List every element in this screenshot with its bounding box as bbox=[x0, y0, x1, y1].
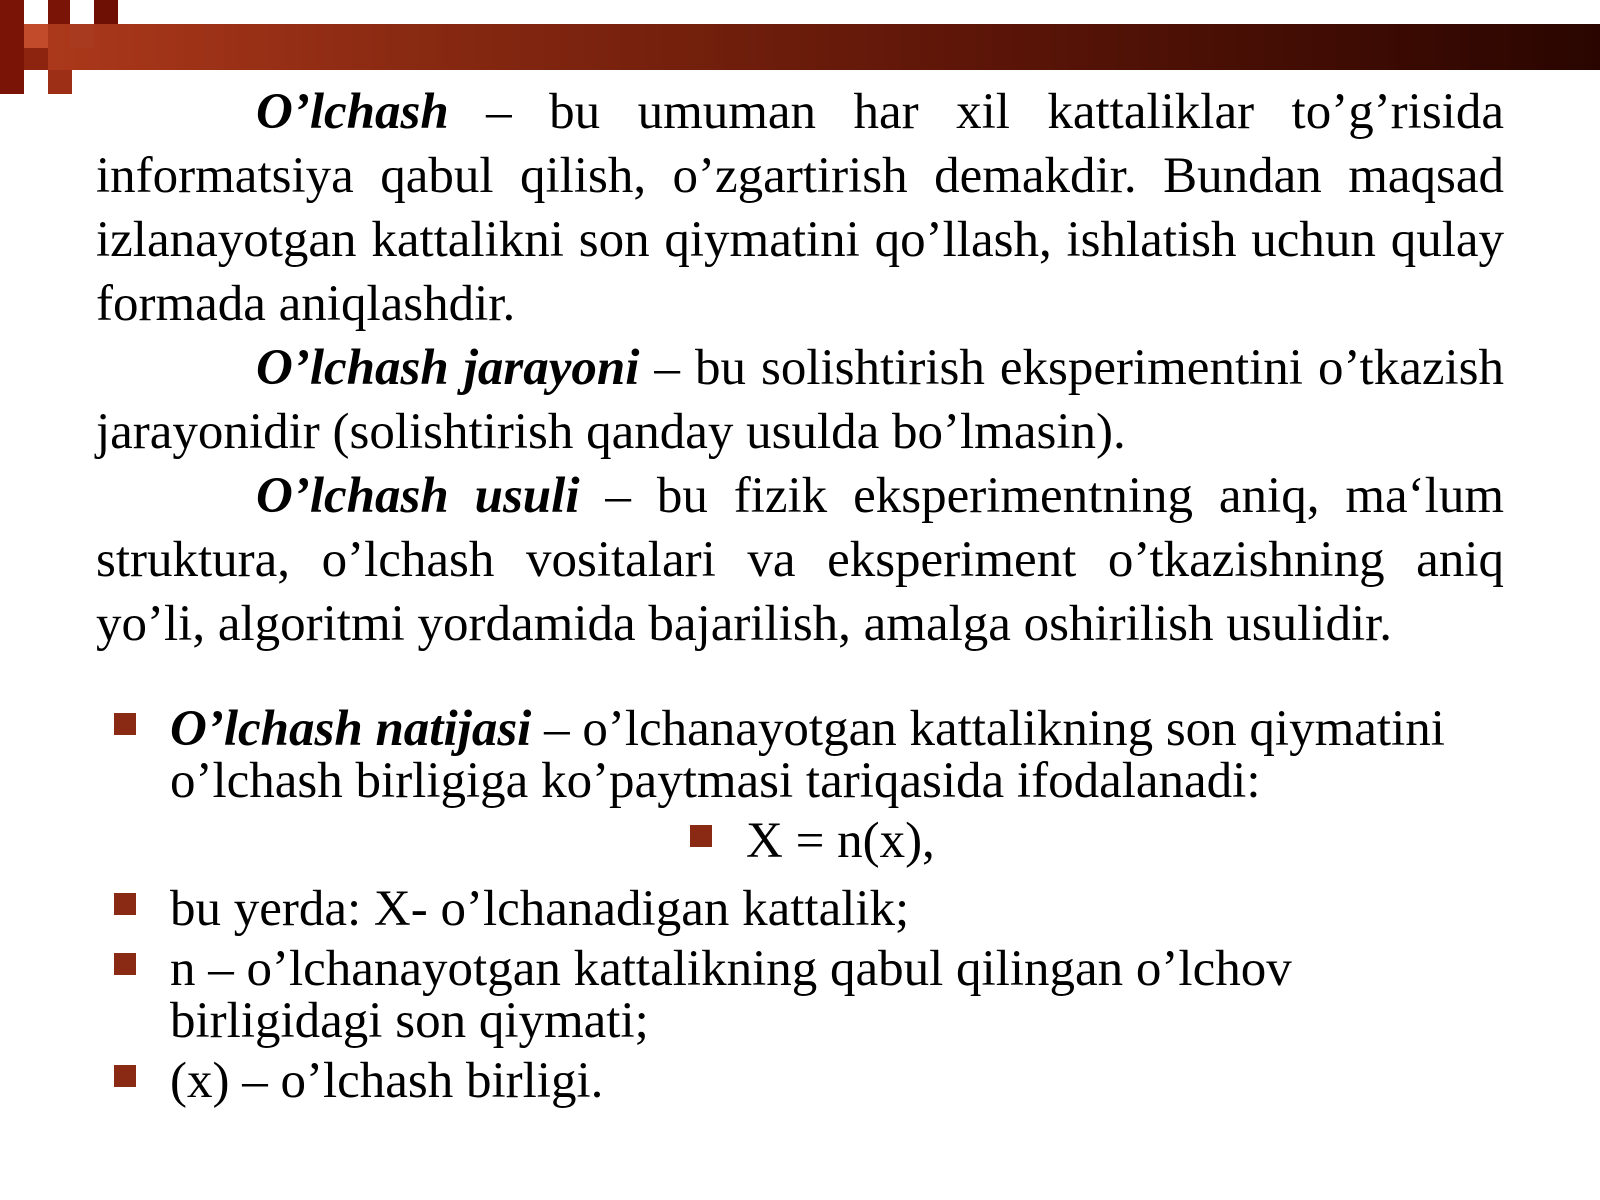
decorative-square bbox=[48, 70, 72, 94]
term-olchash-natijasi: O’lchash natijasi bbox=[170, 701, 532, 757]
square-bullet-icon bbox=[114, 893, 136, 915]
bullet-list bbox=[110, 703, 1510, 1115]
square-bullet-icon bbox=[114, 953, 136, 975]
decorative-square bbox=[94, 0, 118, 24]
formula-item bbox=[110, 815, 1510, 875]
list-item-text: – o’lchanayotgan kattalikning son qiymatini o’lchash birligiga ko’paytmasi tariqasida ifodalanadi: bbox=[170, 701, 1445, 809]
list-item bbox=[110, 883, 1510, 935]
term-olchash-usuli: O’lchash usuli bbox=[256, 468, 580, 524]
square-bullet-icon bbox=[114, 713, 136, 735]
header-bar bbox=[0, 24, 1600, 70]
slide-body bbox=[96, 80, 1504, 656]
decorative-square bbox=[48, 0, 70, 24]
definition-text: – bu solishtirish eksperimentini o’tkazish jarayonidir (solishtirish qanday usulda bo’lmasin). bbox=[96, 340, 1504, 460]
definition-process bbox=[96, 336, 1504, 464]
decorative-square bbox=[24, 48, 48, 70]
list-item-text: (x) – o’lchash birligi. bbox=[170, 1053, 604, 1109]
definition-measurement bbox=[96, 80, 1504, 336]
term-olchash-jarayoni: O’lchash jarayoni bbox=[256, 340, 640, 396]
definition-method bbox=[96, 464, 1504, 656]
square-bullet-icon bbox=[114, 1065, 136, 1087]
term-olchash: O’lchash bbox=[256, 84, 449, 140]
square-bullet-icon bbox=[690, 825, 712, 847]
list-item-text: n – o’lchanayotgan kattalikning qabul qilingan o’lchov birligidagi son qiymati; bbox=[170, 941, 1292, 1049]
decorative-square bbox=[24, 24, 48, 48]
list-item bbox=[110, 1055, 1510, 1107]
formula: X = n(x), bbox=[746, 813, 935, 869]
decorative-square bbox=[70, 24, 94, 48]
list-item bbox=[110, 943, 1510, 1047]
decorative-square bbox=[0, 0, 24, 94]
definition-text: – bu umuman har xil kattaliklar to’g’risida informatsiya qabul qilish, o’zgartirish demakdir. Bundan maqsad izlanayotgan kattalikni son qiymatini qo’llash, ishlatish uchun qulay formada aniqlashdir. bbox=[96, 84, 1504, 332]
definition-text: – bu fizik eksperimentning aniq, ma‘lum struktura, o’lchash vositalari va eksperiment o’tkazishning aniq yo’li, algoritmi yordamida bajarilish, amalga oshirilish usulidir. bbox=[96, 468, 1504, 652]
list-item-text: bu yerda: X- o’lchanadigan kattalik; bbox=[170, 881, 910, 937]
list-item bbox=[110, 703, 1510, 807]
